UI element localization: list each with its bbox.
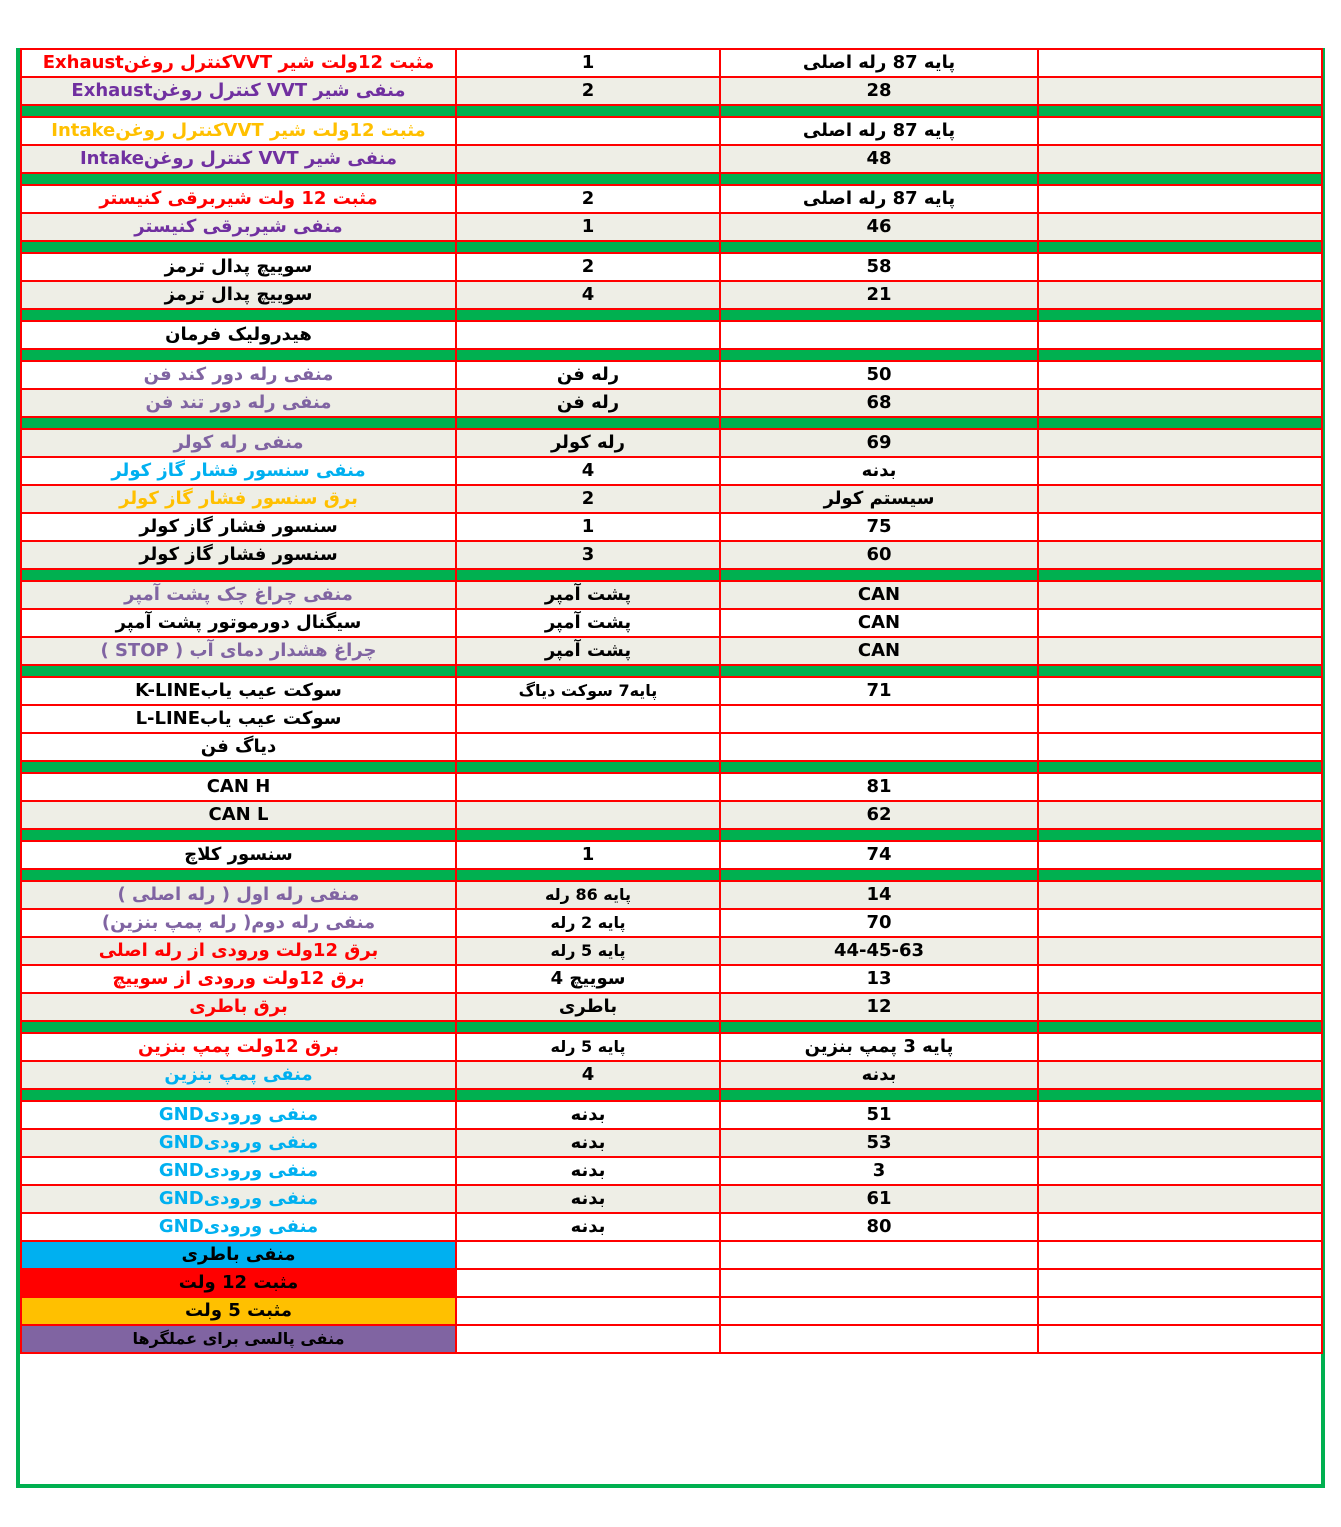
description-cell[interactable]: منفی شیربرقی کنیستر <box>21 213 456 241</box>
separator-cell <box>21 417 456 429</box>
description-cell[interactable]: منفی ورودیGND <box>21 1129 456 1157</box>
pin-cell[interactable]: بدنه <box>456 1129 720 1157</box>
table-row <box>21 281 1322 309</box>
table-row <box>21 513 1322 541</box>
description-cell[interactable]: منفی شیر VVT کنترل روغنIntake <box>21 145 456 173</box>
empty-cell[interactable] <box>1038 993 1322 1021</box>
legend-row <box>21 1297 1322 1325</box>
separator-cell <box>21 829 456 841</box>
description-cell[interactable]: سوکت عیب یابL-LINE <box>21 705 456 733</box>
empty-cell[interactable] <box>720 1269 1038 1297</box>
table-row <box>21 49 1322 77</box>
ecu-pin-cell[interactable]: 81 <box>720 773 1038 801</box>
empty-cell[interactable] <box>1038 581 1322 609</box>
pin-cell[interactable] <box>456 705 720 733</box>
separator-cell <box>1038 309 1322 321</box>
separator-cell <box>456 309 720 321</box>
empty-cell[interactable] <box>1038 389 1322 417</box>
table-row <box>21 609 1322 637</box>
description-cell[interactable]: منفی رله دور تند فن <box>21 389 456 417</box>
separator-cell <box>720 309 1038 321</box>
pin-cell[interactable]: 1 <box>456 213 720 241</box>
separator-cell <box>21 665 456 677</box>
table-row <box>21 1101 1322 1129</box>
ecu-pin-cell[interactable]: پایه 87 رله اصلی <box>720 117 1038 145</box>
separator-cell <box>720 173 1038 185</box>
ecu-pin-cell[interactable]: 60 <box>720 541 1038 569</box>
ecu-pin-cell[interactable]: 58 <box>720 253 1038 281</box>
pin-cell[interactable]: رله فن <box>456 361 720 389</box>
pin-cell[interactable]: پایه 2 رله <box>456 909 720 937</box>
separator-cell <box>21 1021 456 1033</box>
separator-cell <box>21 309 456 321</box>
table-row <box>21 733 1322 761</box>
description-cell[interactable]: مثبت 12 ولت شیربرقی کنیستر <box>21 185 456 213</box>
empty-cell[interactable] <box>1038 965 1322 993</box>
empty-cell[interactable] <box>1038 637 1322 665</box>
pin-cell[interactable]: پشت آمپر <box>456 637 720 665</box>
empty-cell[interactable] <box>456 1297 720 1325</box>
ecu-pin-cell[interactable]: 28 <box>720 77 1038 105</box>
ecu-pin-cell[interactable]: 14 <box>720 881 1038 909</box>
empty-cell[interactable] <box>1038 77 1322 105</box>
ecu-pin-cell[interactable]: 74 <box>720 841 1038 869</box>
description-cell[interactable]: چراغ هشدار دمای آب ( STOP ) <box>21 637 456 665</box>
pin-cell[interactable]: بدنه <box>456 1101 720 1129</box>
separator-cell <box>1038 869 1322 881</box>
legend-swatch-cell[interactable]: منفی باطری <box>21 1241 456 1269</box>
ecu-pin-cell[interactable]: 75 <box>720 513 1038 541</box>
separator-cell <box>456 761 720 773</box>
table-row <box>21 429 1322 457</box>
legend-row <box>21 1241 1322 1269</box>
ecu-pin-cell[interactable]: 80 <box>720 1213 1038 1241</box>
ecu-pin-cell[interactable]: بدنه <box>720 457 1038 485</box>
pin-cell[interactable] <box>456 801 720 829</box>
empty-cell[interactable] <box>1038 881 1322 909</box>
empty-cell[interactable] <box>1038 361 1322 389</box>
ecu-pin-cell[interactable]: 50 <box>720 361 1038 389</box>
pin-cell[interactable]: بدنه <box>456 1213 720 1241</box>
separator-cell <box>21 241 456 253</box>
separator-row <box>21 665 1322 677</box>
empty-cell[interactable] <box>1038 1033 1322 1061</box>
table-row <box>21 677 1322 705</box>
pin-cell[interactable]: 2 <box>456 77 720 105</box>
ecu-pin-cell[interactable]: پایه 3 پمپ بنزین <box>720 1033 1038 1061</box>
empty-cell[interactable] <box>720 1297 1038 1325</box>
pin-cell[interactable]: 2 <box>456 485 720 513</box>
table-row <box>21 185 1322 213</box>
description-cell[interactable]: CAN L <box>21 801 456 829</box>
empty-cell[interactable] <box>1038 801 1322 829</box>
description-cell[interactable]: منفی چراغ چک پشت آمپر <box>21 581 456 609</box>
empty-cell[interactable] <box>1038 429 1322 457</box>
table-row <box>21 361 1322 389</box>
ecu-pin-cell[interactable]: 48 <box>720 145 1038 173</box>
separator-cell <box>720 869 1038 881</box>
empty-cell[interactable] <box>1038 253 1322 281</box>
separator-cell <box>720 569 1038 581</box>
separator-row <box>21 417 1322 429</box>
empty-cell[interactable] <box>456 1241 720 1269</box>
separator-row <box>21 569 1322 581</box>
separator-cell <box>456 349 720 361</box>
table-row <box>21 145 1322 173</box>
table-row <box>21 77 1322 105</box>
table-row <box>21 457 1322 485</box>
ecu-pin-cell[interactable]: CAN <box>720 609 1038 637</box>
table-row <box>21 1157 1322 1185</box>
separator-cell <box>21 105 456 117</box>
separator-row <box>21 761 1322 773</box>
ecu-pin-cell[interactable]: 61 <box>720 1185 1038 1213</box>
table-row <box>21 705 1322 733</box>
table-row <box>21 937 1322 965</box>
separator-cell <box>720 761 1038 773</box>
description-cell[interactable]: برق 12ولت ورودی از رله اصلی <box>21 937 456 965</box>
separator-cell <box>456 829 720 841</box>
separator-cell <box>21 173 456 185</box>
separator-cell <box>720 1021 1038 1033</box>
separator-cell <box>21 869 456 881</box>
table-row <box>21 485 1322 513</box>
separator-cell <box>1038 1021 1322 1033</box>
pin-cell[interactable]: پایه 5 رله <box>456 1033 720 1061</box>
description-cell[interactable]: سنسور فشار گاز کولر <box>21 541 456 569</box>
empty-cell[interactable] <box>1038 1061 1322 1089</box>
empty-cell[interactable] <box>1038 705 1322 733</box>
separator-row <box>21 173 1322 185</box>
pin-cell[interactable]: پشت آمپر <box>456 581 720 609</box>
separator-cell <box>21 349 456 361</box>
ecu-pin-cell[interactable]: 13 <box>720 965 1038 993</box>
separator-cell <box>720 1089 1038 1101</box>
description-cell[interactable]: منفی رله دوم( رله پمپ بنزین) <box>21 909 456 937</box>
empty-cell[interactable] <box>1038 1213 1322 1241</box>
separator-cell <box>1038 417 1322 429</box>
table-row <box>21 389 1322 417</box>
empty-cell[interactable] <box>1038 1297 1322 1325</box>
separator-cell <box>21 761 456 773</box>
table-row <box>21 117 1322 145</box>
pinout-table <box>20 48 1323 1354</box>
ecu-pin-cell[interactable]: CAN <box>720 637 1038 665</box>
pinout-table-body <box>21 49 1322 1353</box>
description-cell[interactable]: سنسور فشار گاز کولر <box>21 513 456 541</box>
pin-cell[interactable]: 2 <box>456 253 720 281</box>
separator-row <box>21 349 1322 361</box>
ecu-pin-cell[interactable]: پایه 87 رله اصلی <box>720 49 1038 77</box>
empty-cell[interactable] <box>456 1269 720 1297</box>
table-row <box>21 253 1322 281</box>
table-row <box>21 881 1322 909</box>
pin-cell[interactable]: پایه 5 رله <box>456 937 720 965</box>
separator-cell <box>456 1089 720 1101</box>
empty-cell[interactable] <box>1038 841 1322 869</box>
pin-cell[interactable] <box>456 321 720 349</box>
empty-cell[interactable] <box>1038 1269 1322 1297</box>
description-cell[interactable]: منفی ورودیGND <box>21 1213 456 1241</box>
legend-swatch-cell[interactable]: منفی پالسی برای عملگرها <box>21 1325 456 1353</box>
pin-cell[interactable] <box>456 117 720 145</box>
ecu-pin-cell[interactable] <box>720 705 1038 733</box>
pin-cell[interactable] <box>456 773 720 801</box>
empty-cell[interactable] <box>1038 185 1322 213</box>
empty-cell[interactable] <box>1038 609 1322 637</box>
ecu-pin-cell[interactable]: سیستم کولر <box>720 485 1038 513</box>
table-row <box>21 965 1322 993</box>
separator-cell <box>456 569 720 581</box>
description-cell[interactable]: منفی رله اول ( رله اصلی ) <box>21 881 456 909</box>
description-cell[interactable]: منفی سنسور فشار گاز کولر <box>21 457 456 485</box>
separator-cell <box>1038 173 1322 185</box>
separator-cell <box>720 665 1038 677</box>
description-cell[interactable]: منفی ورودیGND <box>21 1185 456 1213</box>
table-row <box>21 637 1322 665</box>
table-row <box>21 321 1322 349</box>
description-cell[interactable]: برق سنسور فشار گاز کولر <box>21 485 456 513</box>
table-row <box>21 1061 1322 1089</box>
description-cell[interactable]: سیگنال دورموتور پشت آمپر <box>21 609 456 637</box>
separator-cell <box>21 1089 456 1101</box>
separator-cell <box>720 829 1038 841</box>
separator-cell <box>720 349 1038 361</box>
separator-cell <box>720 241 1038 253</box>
pin-cell[interactable]: 1 <box>456 841 720 869</box>
wiring-table-sheet <box>16 48 1325 1488</box>
description-cell[interactable]: CAN H <box>21 773 456 801</box>
table-row <box>21 541 1322 569</box>
pin-cell[interactable]: سوییچ 4 <box>456 965 720 993</box>
ecu-pin-cell[interactable]: 21 <box>720 281 1038 309</box>
ecu-pin-cell[interactable]: CAN <box>720 581 1038 609</box>
ecu-pin-cell[interactable] <box>720 733 1038 761</box>
table-row <box>21 841 1322 869</box>
ecu-pin-cell[interactable]: 53 <box>720 1129 1038 1157</box>
description-cell[interactable]: منفی پمپ بنزین <box>21 1061 456 1089</box>
pin-cell[interactable]: 3 <box>456 541 720 569</box>
separator-cell <box>1038 569 1322 581</box>
empty-cell[interactable] <box>1038 1241 1322 1269</box>
separator-cell <box>456 173 720 185</box>
empty-cell[interactable] <box>1038 773 1322 801</box>
table-row <box>21 801 1322 829</box>
description-cell[interactable]: سوییچ پدال ترمز <box>21 253 456 281</box>
table-row <box>21 1213 1322 1241</box>
empty-cell[interactable] <box>1038 49 1322 77</box>
table-row <box>21 1185 1322 1213</box>
ecu-pin-cell[interactable]: 3 <box>720 1157 1038 1185</box>
empty-cell[interactable] <box>456 1325 720 1353</box>
ecu-pin-cell[interactable]: 46 <box>720 213 1038 241</box>
empty-cell[interactable] <box>1038 733 1322 761</box>
separator-cell <box>1038 761 1322 773</box>
separator-cell <box>456 105 720 117</box>
description-cell[interactable]: برق باطری <box>21 993 456 1021</box>
ecu-pin-cell[interactable]: 44-45-63 <box>720 937 1038 965</box>
legend-row <box>21 1269 1322 1297</box>
pin-cell[interactable] <box>456 733 720 761</box>
table-row <box>21 773 1322 801</box>
description-cell[interactable]: هیدرولیک فرمان <box>21 321 456 349</box>
empty-cell[interactable] <box>1038 1157 1322 1185</box>
separator-cell <box>1038 349 1322 361</box>
empty-cell[interactable] <box>1038 937 1322 965</box>
description-cell[interactable]: منفی ورودیGND <box>21 1157 456 1185</box>
description-cell[interactable]: مثبت 12ولت شیر VVTکنترل روغنIntake <box>21 117 456 145</box>
separator-cell <box>720 105 1038 117</box>
pin-cell[interactable]: بدنه <box>456 1157 720 1185</box>
ecu-pin-cell[interactable]: 68 <box>720 389 1038 417</box>
separator-cell <box>456 417 720 429</box>
pin-cell[interactable] <box>456 145 720 173</box>
description-cell[interactable]: برق 12ولت ورودی از سوییچ <box>21 965 456 993</box>
empty-cell[interactable] <box>1038 457 1322 485</box>
pin-cell[interactable]: 2 <box>456 185 720 213</box>
pin-cell[interactable]: 1 <box>456 49 720 77</box>
separator-cell <box>21 569 456 581</box>
table-row <box>21 1129 1322 1157</box>
separator-cell <box>1038 665 1322 677</box>
table-row <box>21 1033 1322 1061</box>
table-row <box>21 581 1322 609</box>
empty-cell[interactable] <box>1038 145 1322 173</box>
description-cell[interactable]: منفی رله کولر <box>21 429 456 457</box>
empty-cell[interactable] <box>720 1241 1038 1269</box>
pin-cell[interactable]: 4 <box>456 281 720 309</box>
pin-cell[interactable]: رله فن <box>456 389 720 417</box>
pin-cell[interactable]: پایه 86 رله <box>456 881 720 909</box>
separator-row <box>21 105 1322 117</box>
separator-cell <box>1038 1089 1322 1101</box>
description-cell[interactable]: سنسور کلاچ <box>21 841 456 869</box>
legend-row <box>21 1325 1322 1353</box>
ecu-pin-cell[interactable]: بدنه <box>720 1061 1038 1089</box>
separator-row <box>21 241 1322 253</box>
ecu-pin-cell[interactable]: 12 <box>720 993 1038 1021</box>
table-row <box>21 993 1322 1021</box>
separator-cell <box>1038 829 1322 841</box>
ecu-pin-cell[interactable]: 69 <box>720 429 1038 457</box>
ecu-pin-cell[interactable] <box>720 321 1038 349</box>
separator-row <box>21 1021 1322 1033</box>
ecu-pin-cell[interactable]: 70 <box>720 909 1038 937</box>
description-cell[interactable]: منفی ورودیGND <box>21 1101 456 1129</box>
pin-cell[interactable]: 4 <box>456 1061 720 1089</box>
legend-swatch-cell[interactable]: مثبت 12 ولت <box>21 1269 456 1297</box>
separator-row <box>21 829 1322 841</box>
separator-cell <box>456 1021 720 1033</box>
empty-cell[interactable] <box>1038 117 1322 145</box>
description-cell[interactable]: منفی رله دور کند فن <box>21 361 456 389</box>
pin-cell[interactable]: 4 <box>456 457 720 485</box>
legend-swatch-cell[interactable]: مثبت 5 ولت <box>21 1297 456 1325</box>
table-row <box>21 213 1322 241</box>
empty-cell[interactable] <box>1038 485 1322 513</box>
pin-cell[interactable]: باطری <box>456 993 720 1021</box>
pin-cell[interactable]: 1 <box>456 513 720 541</box>
ecu-pin-cell[interactable]: 62 <box>720 801 1038 829</box>
description-cell[interactable]: دیاگ فن <box>21 733 456 761</box>
ecu-pin-cell[interactable]: پایه 87 رله اصلی <box>720 185 1038 213</box>
pin-cell[interactable]: پشت آمپر <box>456 609 720 637</box>
separator-cell <box>1038 105 1322 117</box>
separator-cell <box>720 417 1038 429</box>
ecu-pin-cell[interactable]: 51 <box>720 1101 1038 1129</box>
separator-row <box>21 869 1322 881</box>
empty-cell[interactable] <box>1038 909 1322 937</box>
description-cell[interactable]: منفی شیر VVT کنترل روغنExhaust <box>21 77 456 105</box>
table-row <box>21 909 1322 937</box>
empty-cell[interactable] <box>1038 541 1322 569</box>
empty-cell[interactable] <box>1038 1325 1322 1353</box>
pin-cell[interactable]: رله کولر <box>456 429 720 457</box>
separator-row <box>21 1089 1322 1101</box>
description-cell[interactable]: سوکت عیب یابK-LINE <box>21 677 456 705</box>
separator-cell <box>456 241 720 253</box>
empty-cell[interactable] <box>1038 321 1322 349</box>
pin-cell[interactable]: پایه7 سوکت دیاگ <box>456 677 720 705</box>
empty-cell[interactable] <box>1038 281 1322 309</box>
empty-cell[interactable] <box>720 1325 1038 1353</box>
separator-cell <box>456 665 720 677</box>
empty-cell[interactable] <box>1038 213 1322 241</box>
description-cell[interactable]: برق 12ولت پمپ بنزین <box>21 1033 456 1061</box>
ecu-pin-cell[interactable]: 71 <box>720 677 1038 705</box>
separator-row <box>21 309 1322 321</box>
empty-cell[interactable] <box>1038 1129 1322 1157</box>
pin-cell[interactable]: بدنه <box>456 1185 720 1213</box>
empty-cell[interactable] <box>1038 1185 1322 1213</box>
empty-cell[interactable] <box>1038 677 1322 705</box>
description-cell[interactable]: مثبت 12ولت شیر VVTکنترل روغنExhaust <box>21 49 456 77</box>
separator-cell <box>1038 241 1322 253</box>
description-cell[interactable]: سوییچ پدال ترمز <box>21 281 456 309</box>
empty-cell[interactable] <box>1038 1101 1322 1129</box>
empty-cell[interactable] <box>1038 513 1322 541</box>
separator-cell <box>456 869 720 881</box>
